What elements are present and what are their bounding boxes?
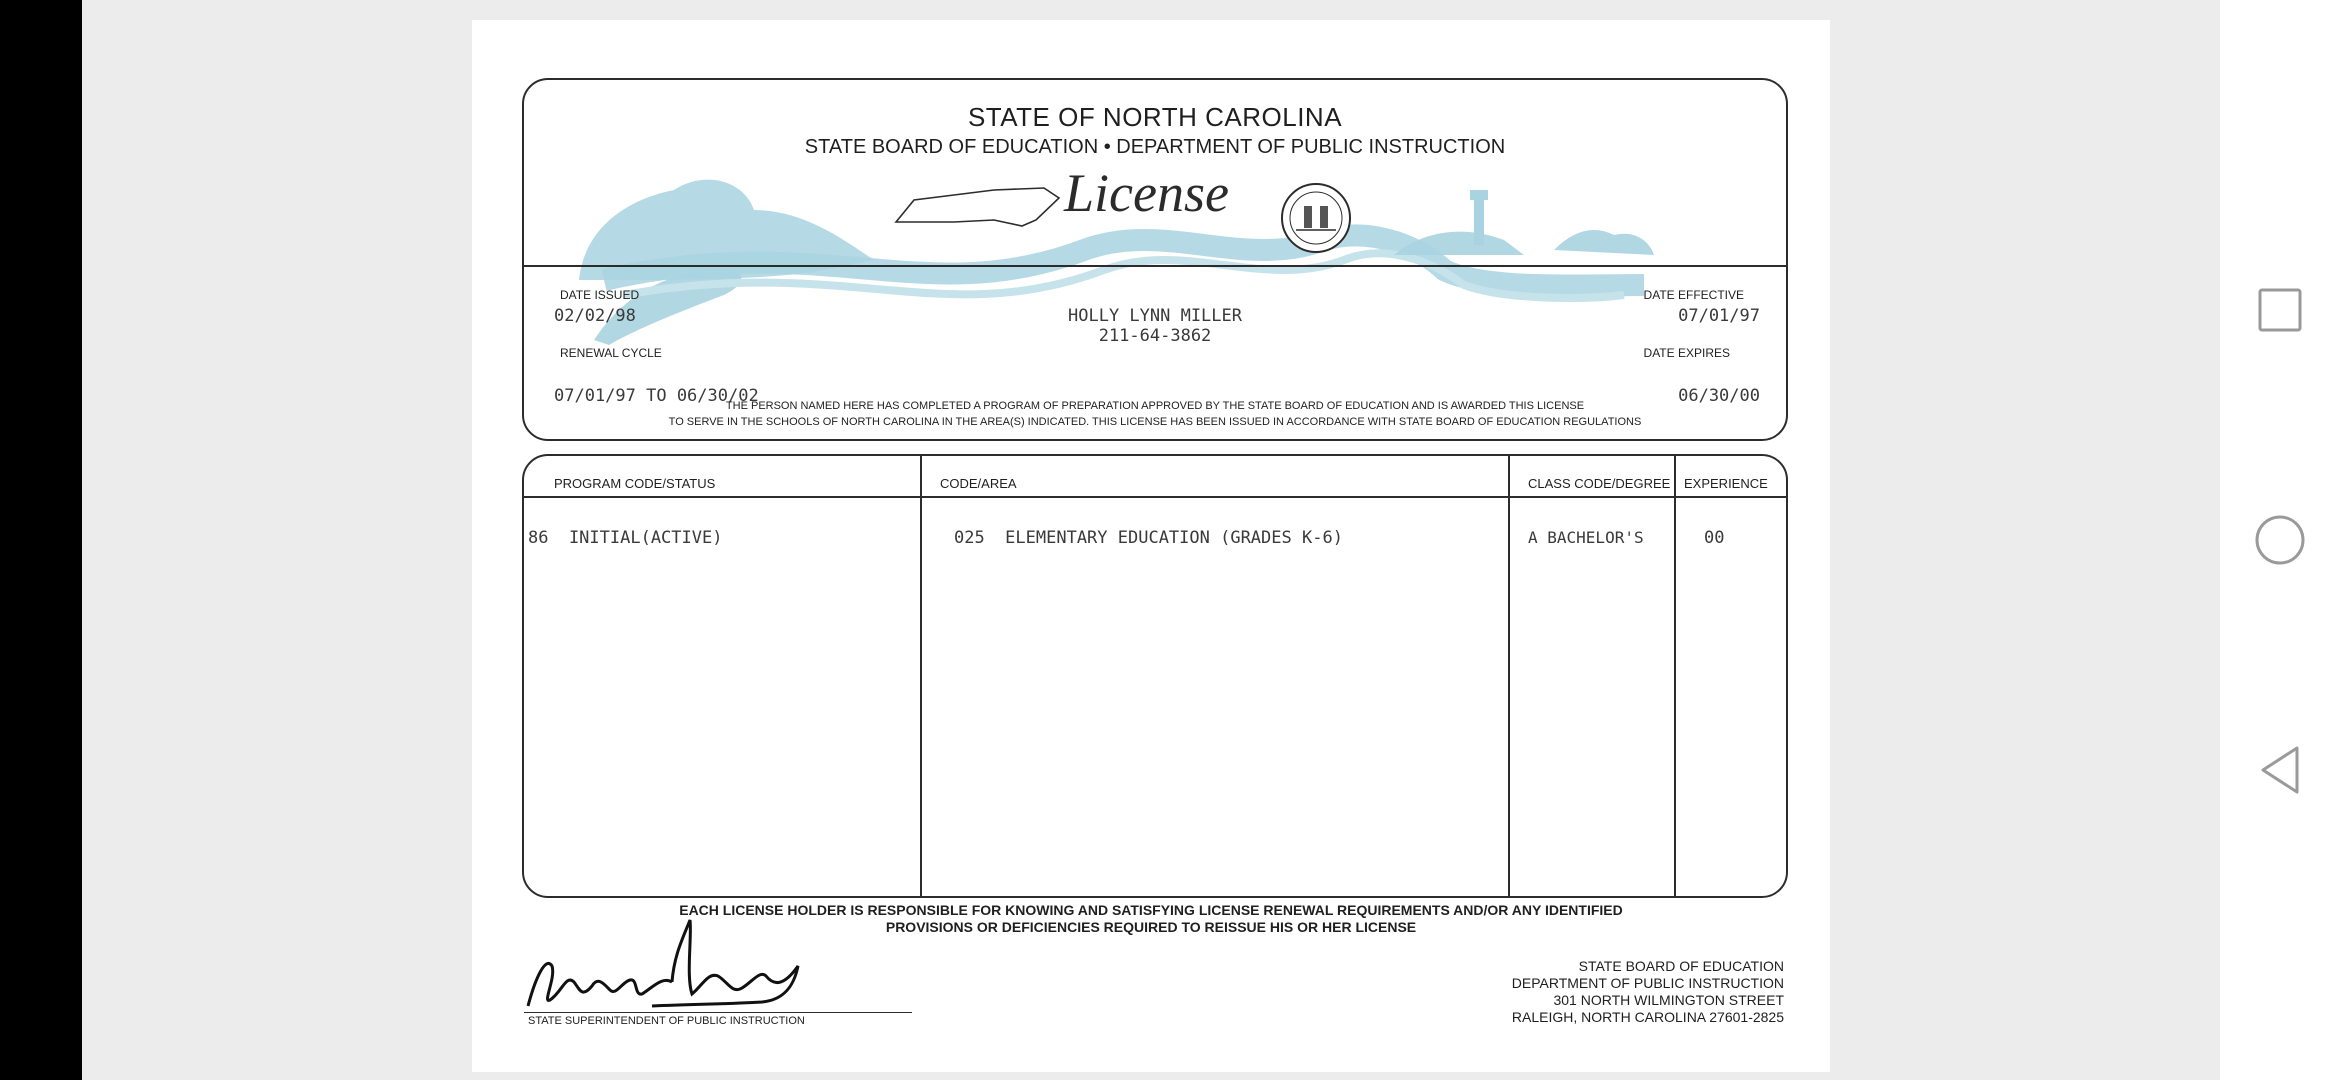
signature-line: [524, 1012, 912, 1013]
table-column-divider: [1674, 456, 1676, 896]
renewal-cycle-label: RENEWAL CYCLE: [560, 346, 662, 360]
class-code-cell: A BACHELOR'S: [1528, 528, 1644, 547]
experience-cell: 00: [1704, 528, 1725, 548]
table-header-divider: [524, 496, 1786, 498]
holder-name: HOLLY LYNN MILLER: [1068, 306, 1242, 326]
address-line-3: 301 NORTH WILMINGTON STREET: [1553, 992, 1784, 1008]
date-effective-value: 07/01/97: [1678, 306, 1760, 326]
home-button[interactable]: [2250, 510, 2310, 570]
home-icon: [2254, 514, 2306, 566]
signature-image: [522, 916, 822, 1016]
renewal-notice-line-1: EACH LICENSE HOLDER IS RESPONSIBLE FOR KNOWING AND SATISFYING LICENSE RENEWAL REQUIREMENTS AND/OR ANY IDENTIFIED: [679, 902, 1623, 918]
recent-apps-button[interactable]: [2250, 280, 2310, 340]
board-subtitle: STATE BOARD OF EDUCATION • DEPARTMENT OF PUBLIC INSTRUCTION: [804, 136, 1506, 158]
back-button[interactable]: [2250, 740, 2310, 800]
code-area-cell: 025 ELEMENTARY EDUCATION (GRADES K-6): [954, 528, 1343, 548]
renewal-notice-line-2: PROVISIONS OR DEFICIENCIES REQUIRED TO REISSUE HIS OR HER LICENSE: [885, 919, 1417, 935]
left-black-bar: [0, 0, 82, 1080]
header-program-code: PROGRAM CODE/STATUS: [554, 476, 716, 491]
statement-line-1: THE PERSON NAMED HERE HAS COMPLETED A PROGRAM OF PREPARATION APPROVED BY THE STATE BOARD OF EDUCATION AND IS AWARDED THIS LICENSE: [725, 400, 1585, 412]
date-issued-label: DATE ISSUED: [560, 288, 640, 302]
license-document: [472, 20, 1830, 1072]
date-issued-value: 02/02/98: [554, 306, 636, 326]
address-line-4: RALEIGH, NORTH CAROLINA 27601-2825: [1511, 1009, 1784, 1025]
back-icon: [2257, 744, 2303, 796]
address-line-2: DEPARTMENT OF PUBLIC INSTRUCTION: [1511, 975, 1784, 991]
license-header-box: [522, 78, 1788, 441]
date-expires-value: 06/30/00: [1678, 386, 1760, 406]
state-title: STATE OF NORTH CAROLINA: [967, 102, 1343, 132]
table-column-divider: [1508, 456, 1510, 896]
holder-id: 211-64-3862: [1098, 326, 1212, 346]
header-divider: [524, 265, 1786, 267]
date-expires-label: DATE EXPIRES: [1643, 346, 1730, 360]
program-code-cell: 86 INITIAL(ACTIVE): [528, 528, 723, 548]
superintendent-title: STATE SUPERINTENDENT OF PUBLIC INSTRUCTION: [528, 1015, 805, 1027]
statement-line-2: TO SERVE IN THE SCHOOLS OF NORTH CAROLINA IN THE AREA(S) INDICATED. THIS LICENSE HAS BEEN ISSUED IN ACCORDANCE WITH STATE BOARD OF EDUCATION REGULATIONS: [668, 416, 1642, 428]
recent-apps-icon: [2257, 287, 2303, 333]
table-column-divider: [920, 456, 922, 896]
address-line-1: STATE BOARD OF EDUCATION: [1578, 958, 1784, 974]
board-address: [1512, 958, 1784, 1026]
header-experience: EXPERIENCE: [1684, 476, 1768, 491]
program-table: [522, 454, 1788, 898]
header-class-code: CLASS CODE/DEGREE: [1528, 476, 1671, 491]
renewal-cycle-value: 07/01/97 TO 06/30/02: [554, 386, 759, 406]
date-effective-label: DATE EFFECTIVE: [1643, 288, 1744, 302]
license-title: License: [1064, 163, 1229, 223]
header-code-area: CODE/AREA: [940, 476, 1017, 491]
state-seal-icon: [1282, 184, 1350, 252]
north-carolina-outline-icon: [896, 188, 1059, 226]
